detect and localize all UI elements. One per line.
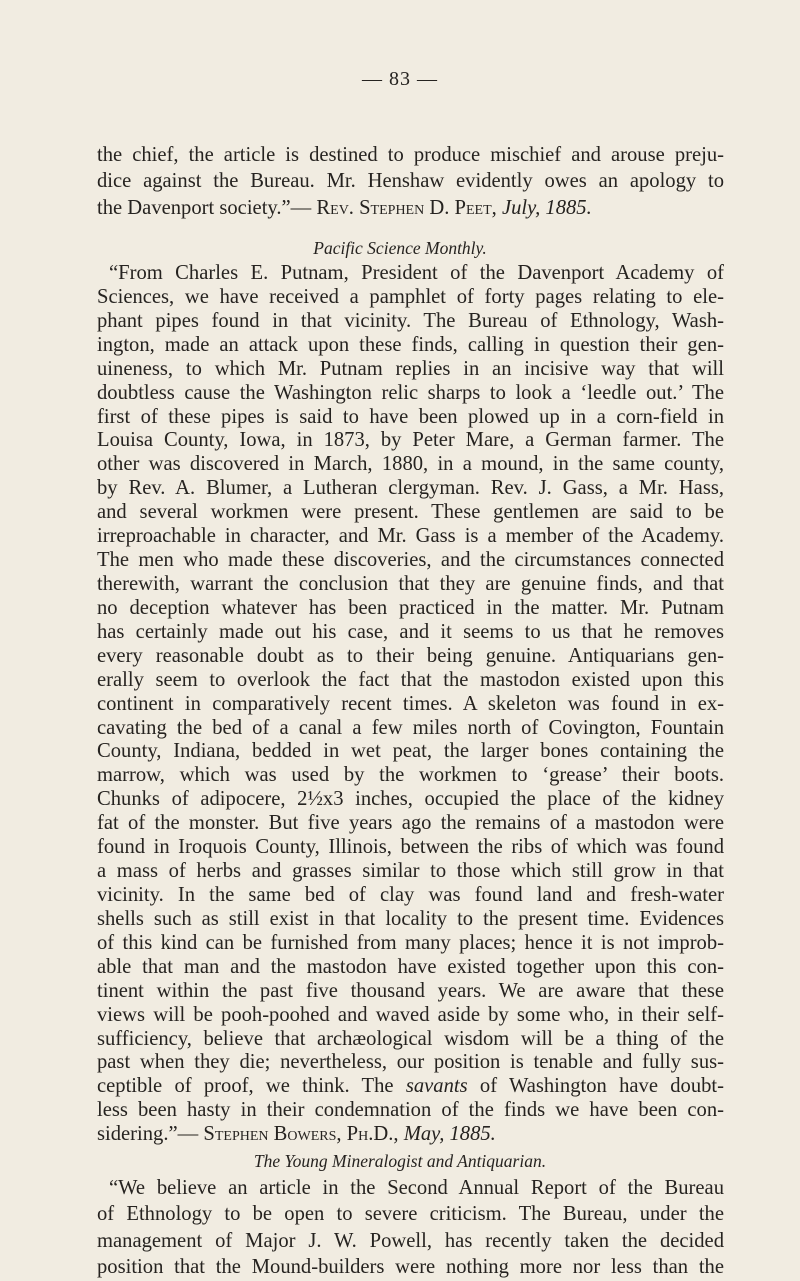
quoted-article-2 <box>97 1175 724 1281</box>
text-line: by Rev. A. Blumer, a Lutheran clergyman. Rev. J. Gass, a Mr. Hass, <box>97 477 724 500</box>
text-line: management of Major J. W. Powell, has recently taken the decided <box>97 1229 724 1252</box>
text-line: Chunks of adipocere, 2½x3 inches, occupied the place of the kidney <box>97 788 724 811</box>
text-line: the chief, the article is destined to produce mischief and arouse preju- <box>97 144 724 166</box>
text-line: “From Charles E. Putnam, President of the Davenport Academy of <box>109 262 724 284</box>
text-line: of Ethnology to be open to severe criticism. The Bureau, under the <box>97 1203 724 1226</box>
text-line: “We believe an article in the Second Annual Report of the Bureau <box>109 1177 724 1199</box>
italic-term: savants <box>405 1075 468 1098</box>
text-line: shells such as still exist in that locality to the present time. Evidences <box>97 907 724 930</box>
text-line: able that man and the mastodon have existed together upon this con- <box>97 955 724 978</box>
text-line: views will be pooh-poohed and waved aside by some who, in their self- <box>97 1003 724 1026</box>
text-line: irreproachable in character, and Mr. Gass is a member of the Academy. <box>97 525 724 548</box>
text-line: fat of the monster. But five years ago the remains of a mastodon were <box>97 812 724 835</box>
text-fragment: ceptible of proof, we think. The <box>97 1075 406 1098</box>
text-line: position that the Mound-builders were nothing more nor less than the <box>97 1256 724 1279</box>
attribution-line <box>97 195 724 221</box>
text-line: first of these pipes is said to have been plowed up in a corn-field in <box>97 405 724 428</box>
text-line: ington, made an attack upon these finds, calling in question their gen- <box>97 333 724 356</box>
text-line: has certainly made out his case, and it seems to us that he removes <box>97 620 724 643</box>
text-line <box>97 1075 724 1099</box>
author-name: Rev. Stephen D. Peet, <box>316 196 497 219</box>
paragraph-continuation <box>97 142 724 221</box>
text-line: doubtless cause the Washington relic sharps to look a ‘leedle out.’ The <box>97 381 724 404</box>
source-title-2: The Young Mineralogist and Antiquarian. <box>253 1151 547 1171</box>
text-line: Louisa County, Iowa, in 1873, by Peter Mare, a German farmer. The <box>97 429 724 452</box>
text-line: Sciences, we have received a pamphlet of forty pages relating to ele- <box>97 285 724 308</box>
source-title: Pacific Science Monthly. <box>313 238 487 258</box>
text-line: and several workmen were present. These gentlemen are said to be <box>97 501 724 524</box>
text-line: sufficiency, believe that archæological wisdom will be a thing of the <box>97 1027 724 1050</box>
text-line: tinent within the past five thousand years. We are aware that these <box>97 979 724 1002</box>
text-line: County, Indiana, bedded in wet peat, the larger bones containing the <box>97 740 724 763</box>
page-number: — 83 — <box>362 68 438 90</box>
text-line: no deception whatever has been practiced in the matter. Mr. Putnam <box>97 596 724 619</box>
quote-end: sidering.”— <box>97 1123 204 1146</box>
text-line: every reasonable doubt as to their being genuine. Antiquarians gen- <box>97 644 724 667</box>
text-line: past when they die; nevertheless, our position is tenable and fully sus- <box>97 1051 724 1074</box>
text-line: a mass of herbs and grasses similar to those which still grow in that <box>97 860 724 883</box>
text-line: cavating the bed of a canal a few miles north of Covington, Fountain <box>97 716 724 739</box>
text-line: therewith, warrant the conclusion that they are genuine finds, and that <box>97 572 724 595</box>
text-line: dice against the Bureau. Mr. Henshaw evidently owes an apology to <box>97 170 724 193</box>
text-line: phant pipes found in that vicinity. The Bureau of Ethnology, Wash- <box>97 309 724 332</box>
text-line: continent in comparatively recent times. A skeleton was found in ex- <box>97 692 724 715</box>
publication-date: July, 1885. <box>501 196 592 219</box>
text-line: erally seem to overlook the fact that the mastodon existed upon this <box>97 668 724 691</box>
text-line: vicinity. In the same bed of clay was found land and fresh-water <box>97 883 724 906</box>
text-line: of this kind can be furnished from many places; hence it is not improb- <box>97 931 724 954</box>
text-line: found in Iroquois County, Illinois, between the ribs of which was found <box>97 836 724 859</box>
text-line: uineness, to which Mr. Putnam replies in an incisive way that will <box>97 357 724 380</box>
attribution-line <box>97 1123 724 1147</box>
text-line: marrow, which was used by the workmen to ‘grease’ their boots. <box>97 764 724 787</box>
text-line: less been hasty in their condemnation of the finds we have been con- <box>97 1099 724 1122</box>
quoted-article <box>97 262 724 1147</box>
author-name: Stephen Bowers, Ph.D., <box>203 1123 399 1146</box>
text-fragment: of Washington have doubt- <box>467 1075 724 1098</box>
text-line: The men who made these discoveries, and the circumstances connected <box>97 549 724 572</box>
publication-date: May, 1885. <box>403 1123 496 1146</box>
text-line: other was discovered in March, 1880, in a mound, in the same county, <box>97 453 724 476</box>
quote-end: the Davenport society.”— <box>97 196 317 219</box>
